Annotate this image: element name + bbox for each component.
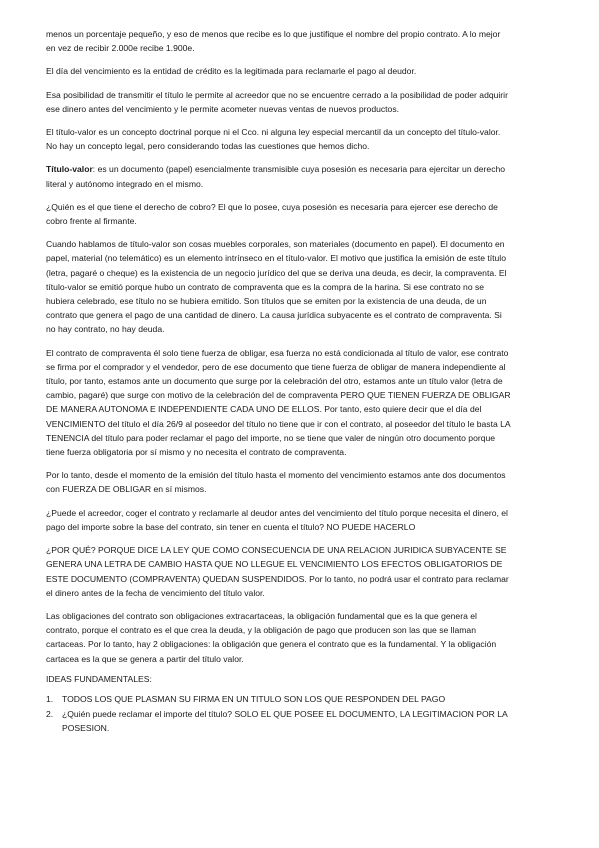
- paragraph-doctrinal-concept: El título-valor es un concepto doctrinal porque ni el Cco. ni alguna ley especial mercantil da un concepto del título-valor. No hay un concepto legal, pero considerando todas las cuestiones que hemos dicho.: [46, 127, 501, 152]
- paragraph-transmission: Esa posibilidad de transmitir el título le permite al acreedor que no se encuentre cerrado a la posibilidad de poder adquirir ese dinero antes del vencimiento y le permite acometer nuevas ventas de nuevos productos.: [46, 89, 508, 114]
- list-item-number: 2.: [46, 709, 54, 720]
- ideas-heading: IDEAS FUNDAMENTALES:: [46, 673, 152, 684]
- list-item: [46, 692, 511, 706]
- paragraph-two-documents: Por lo tanto, desde el momento de la emisión del título hasta el momento del vencimiento estamos ante dos documentos con FUERZA DE OBLIGAR en sí mismos.: [46, 470, 506, 495]
- paragraph-maturity-day: El día del vencimiento es la entidad de crédito es la legitimada para reclamarle el pago al deudor.: [46, 66, 417, 77]
- definition-term: Título-valor: [46, 164, 93, 175]
- ideas-list: [46, 692, 511, 736]
- list-item-text: TODOS LOS QUE PLASMAN SU FIRMA EN UN TITULO SON LOS QUE RESPONDEN DEL PAGO: [62, 693, 446, 704]
- list-item: [46, 707, 511, 735]
- list-item-number: 1.: [46, 693, 54, 704]
- paragraph-why: ¿POR QUÉ? PORQUE DICE LA LEY QUE COMO CONSECUENCIA DE UNA RELACION JURIDICA SUBYACENTE SE GENERA UNA LETRA DE CAMBIO HASTA QUE NO LLEGUE EL VENCIMIENTO LOS EFECTOS OBLIGATORIOS DE ESTE DOCUMENTO (COMPRAVENTA) QUEDAN SUSPENDIDOS. Por lo tanto, no podrá usar el contrato para reclamar el dinero antes de la fecha de vencimiento del título valor.: [46, 545, 509, 598]
- paragraph-discount: menos un porcentaje pequeño, y eso de menos que recibe es lo que justifique el nombre del propio contrato. A lo mejor en vez de recibir 2.000e recibe 1.900e.: [46, 29, 501, 54]
- paragraph-who-collects: ¿Quién es el que tiene el derecho de cobro? El que lo posee, cuya posesión es necesaria para ejercer ese derecho de cobro frente al firmante.: [46, 201, 498, 227]
- paragraph-creditor-question: ¿Puede el acreedor, coger el contrato y reclamarle al deudor antes del vencimiento del título porque necesita el dinero, el pago del importe sobre la base del contrato, sin tener en cuenta el título? NO PUEDE HACERLO: [46, 507, 508, 532]
- paragraph-movable-things: Cuando hablamos de título-valor son cosas muebles corporales, son materiales (documento en papel). El documento en papel, material (no telemático) es un elemento intrínseco en el título-valor. El motivo que justifica la emisión de este título (letra, pagaré o cheque) es la existencia de un negocio jurídico del que se deriva una deuda, es decir, la compraventa. El título-valor se emitió porque hubo un contrato de compraventa que es la compra de la harina. Si ese contrato no se hubiera celebrado, ese título no se hubiera emitido. Son títulos que se emiten por la existencia de una deuda, de un contrato que genera el pago de una cantidad de dinero. La causa jurídica subyacente es el contrato de compraventa. Si no hay contrato, no hay deuda.: [46, 239, 507, 335]
- paragraph-obligations: Las obligaciones del contrato son obligaciones extracartaceas, la obligación fundamental que es la que genera el contrato, porque el contrato es el que crea la deuda, y la obligación de pago que producen son las que se llaman cartaceas. Por lo tanto, hay 2 obligaciones: la obligación que genera el contrato que es la fundamental. Y la obligación cartacea es la que se genera a partir del título valor.: [46, 610, 497, 664]
- definition-text: : es un documento (papel) esencialmente transmisible cuya posesión es necesaria para ejercitar un derecho literal y autónomo integrado en el mismo.: [46, 164, 506, 189]
- list-item-text: ¿Quién puede reclamar el importe del título? SOLO EL QUE POSEE EL DOCUMENTO, LA LEGITIMACION POR LA POSESION.: [62, 709, 508, 734]
- definition-paragraph: [46, 162, 511, 190]
- paragraph-binding-force: El contrato de compraventa él solo tiene fuerza de obligar, esa fuerza no está condicionada al título de valor, ese contrato se firma por el comprador y el vendedor, pero de ese documento que tiene fuerza de obligar de manera independiente al título, por tanto, estamos ante un documento que surge por la celebración del otro, estamos ante un título valor (letra de cambio, pagaré) que surge con motivo de la celebración del de compraventa PERO QUE TIENEN FUERZA DE OBLIGAR DE MANERA AUTONOMA E INDEPENDIENTE CADA UNO DE ELLOS. Por tanto, esto quiere decir que el día del VENCIMIENTO del título el día 26/9 al poseedor del título no tiene que ir con el contrato, al poseedor del título le basta LA TENENCIA del título para poder reclamar el pago del importe, no se tiene que valer de ningún otro documento porque tiene fuerza obligatoria por sí mismo y no necesita el contrato de compraventa.: [46, 347, 511, 458]
